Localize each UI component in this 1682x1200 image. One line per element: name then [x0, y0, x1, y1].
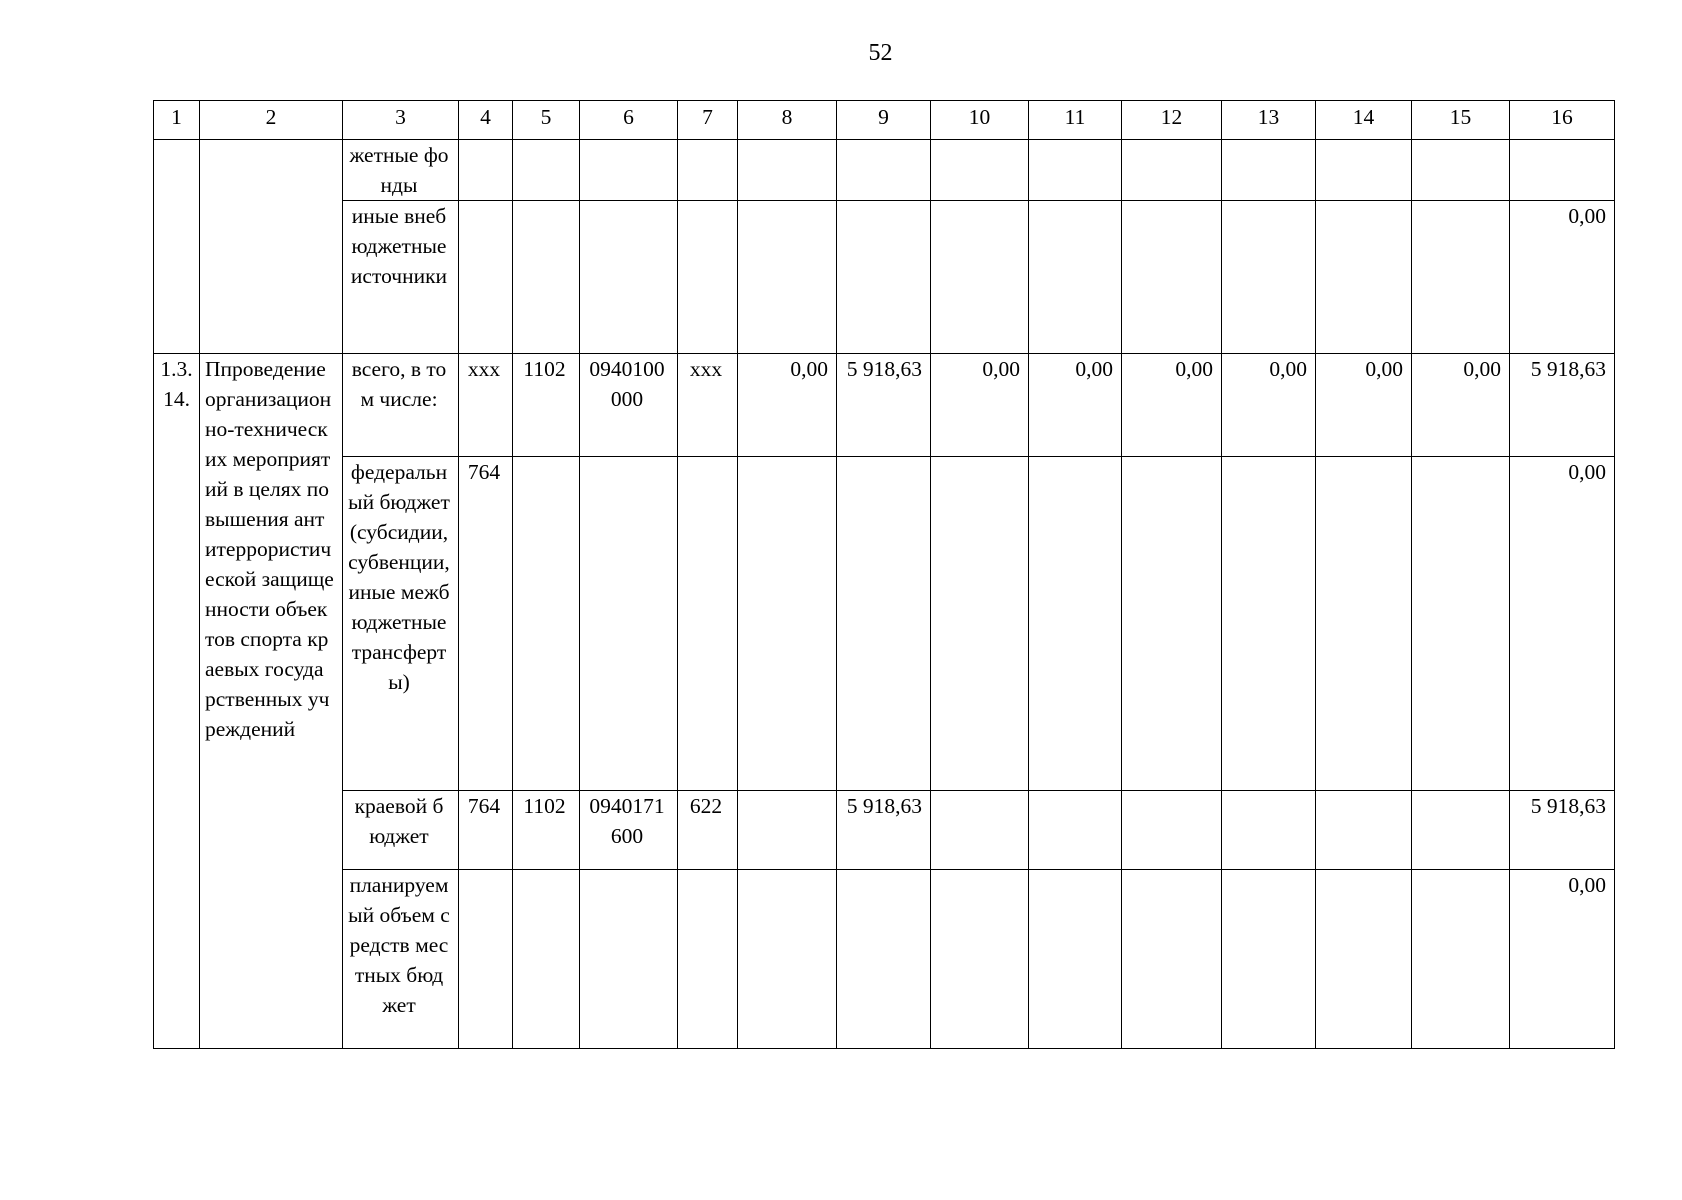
table-row [154, 201, 1615, 354]
table-row [154, 870, 1615, 1049]
value-cell: 0,00 [738, 354, 837, 457]
column-header: 8 [738, 101, 837, 140]
table-row [154, 791, 1615, 870]
column-header: 14 [1316, 101, 1412, 140]
column-header: 12 [1122, 101, 1222, 140]
grbs-code-cell: 764 [459, 791, 513, 870]
funding-source-cell: всего, в том числе: [343, 354, 459, 457]
column-header: 11 [1029, 101, 1122, 140]
header-row [154, 101, 1615, 140]
value-cell: 0,00 [1029, 354, 1122, 457]
column-header: 10 [931, 101, 1029, 140]
column-header: 13 [1222, 101, 1316, 140]
section-code-cell: 1102 [513, 354, 580, 457]
total-cell: 0,00 [1510, 457, 1615, 791]
column-header: 9 [837, 101, 931, 140]
column-header: 15 [1412, 101, 1510, 140]
expense-type-cell: ххх [678, 354, 738, 457]
column-header: 16 [1510, 101, 1615, 140]
column-header: 7 [678, 101, 738, 140]
empty-cell [200, 140, 343, 354]
item-name-cell: Ппроведение организационно-технических мероприятий в целях повышения антитеррористической защищенности объектов спорта краевых государственных учреждений [200, 354, 343, 1049]
budget-table [153, 100, 1615, 1049]
value-cell: 0,00 [1316, 354, 1412, 457]
funding-source-cell: планируемый объем средств местных бюджет [343, 870, 459, 1049]
funding-source-cell: федеральный бюджет (субсидии, субвенции, иные межбюджетные трансферты) [343, 457, 459, 791]
column-header: 1 [154, 101, 200, 140]
target-code-cell: 0940171600 [580, 791, 678, 870]
empty-cell [154, 140, 200, 354]
item-number-cell: 1.3.14. [154, 354, 200, 1049]
funding-source-cell: краевой бюджет [343, 791, 459, 870]
value-cell: 0,00 [1122, 354, 1222, 457]
value-cell: 0,00 [1412, 354, 1510, 457]
total-cell: 5 918,63 [1510, 354, 1615, 457]
grbs-code-cell: ххх [459, 354, 513, 457]
column-header: 5 [513, 101, 580, 140]
value-cell: 5 918,63 [837, 354, 931, 457]
total-cell: 5 918,63 [1510, 791, 1615, 870]
target-code-cell: 0940100000 [580, 354, 678, 457]
total-cell: 0,00 [1510, 870, 1615, 1049]
table-row [154, 457, 1615, 791]
funding-source-cell: жетные фонды [343, 140, 459, 201]
grbs-code-cell: 764 [459, 457, 513, 791]
expense-type-cell: 622 [678, 791, 738, 870]
value-cell: 0,00 [1222, 354, 1316, 457]
section-code-cell: 1102 [513, 791, 580, 870]
table-row [154, 140, 1615, 201]
column-header: 4 [459, 101, 513, 140]
column-header: 6 [580, 101, 678, 140]
column-header: 2 [200, 101, 343, 140]
total-cell: 0,00 [1510, 201, 1615, 354]
column-header: 3 [343, 101, 459, 140]
value-cell: 0,00 [931, 354, 1029, 457]
page-number: 52 [868, 40, 893, 66]
funding-source-cell: иные внебюджетные источники [343, 201, 459, 354]
table-row [154, 354, 1615, 457]
value-cell: 5 918,63 [837, 791, 931, 870]
